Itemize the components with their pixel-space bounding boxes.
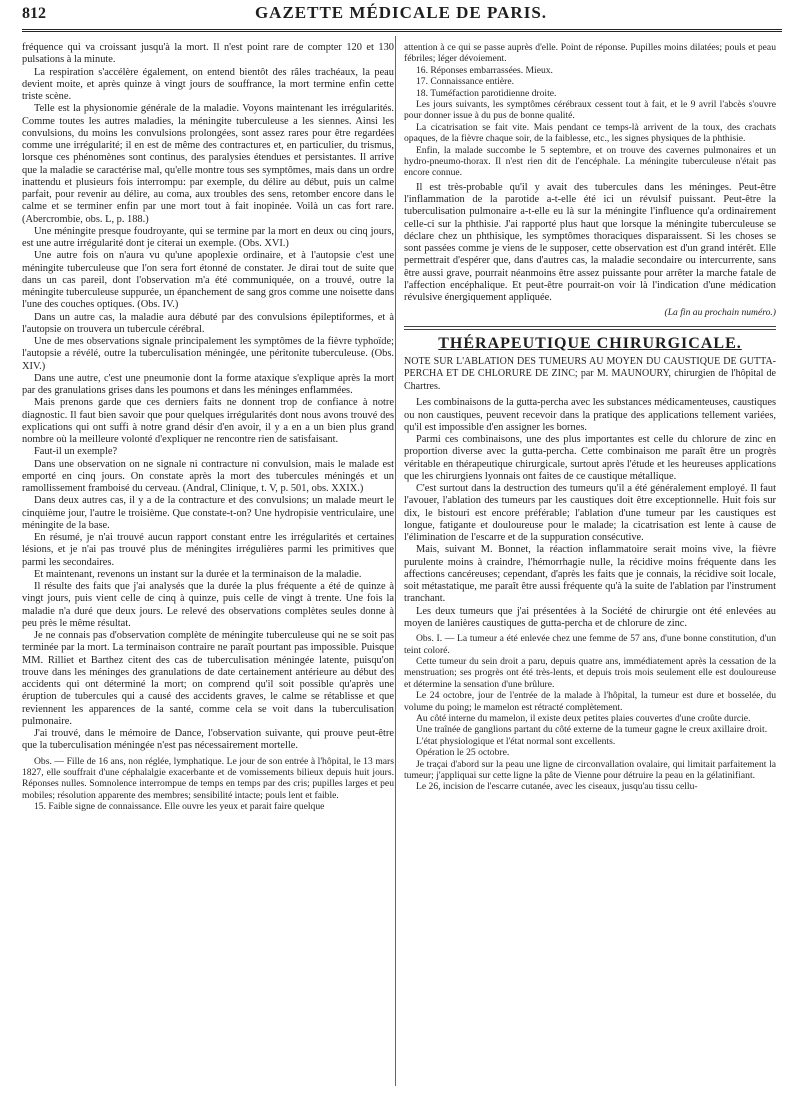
section-rule: [404, 326, 776, 327]
paragraph: Dans deux autres cas, il y a de la contracture et des convulsions; un malade meurt le cinquième jour, l'autre le troisième. Que constate-t-on? Une hydropisie ventriculaire, une méningite de la base.: [22, 495, 394, 531]
paragraph: Il est très-probable qu'il y avait des tubercules dans les méninges. Peut-être l'inflammation de la parotide a-t-elle été ici un révulsif puissant. Peut-être la tuberculisation pulmonaire a-t-elle eu là sur la méningite l'influence qu'a ordinairement celle-ci sur la phthisie. J'ai rapporté plus haut que lorsque la méningite tuberculeuse se déclare chez un phthisique, les symptômes thoraciques disparaissent. Si les choses se sont passées comme je viens de le supposer, cette observation est d'un grand intérêt. Elle permettrait d'espérer que, dans d'autres cas, la maladie secondaire ou intercurrente, sans être aussi grave, pourrait néanmoins être assez puissante pour arrêter la marche fatale de l'affection encéphalique. Et peut-être pourrait-on voir là l'indication d'une médication révulsive énergiquement appliquée.: [404, 181, 776, 304]
article-title: NOTE SUR L'ABLATION DES TUMEURS AU MOYEN DU CAUSTIQUE DE GUTTA-PERCHA ET DE CHLORURE DE ZINC; par M. MAUNOURY, chirurgien de l'hôpital de Chartres.: [404, 355, 776, 392]
header-rule-double: [22, 31, 782, 32]
observation-text: Cette tumeur du sein droit a paru, depuis quatre ans, immédiatement après la cessation de la menstruation; ses progrès ont été très-lents, et depuis trois mois seulement elle est douloureuse et détermine la sensation d'une brûlure.: [404, 655, 776, 690]
observation-text: Une traînée de ganglions partant du côté externe de la tumeur gagne le creux axillaire droit.: [416, 724, 768, 736]
paragraph: C'est surtout dans la destruction des tumeurs qu'il a été généralement employé. Il faut l'avouer, l'ablation des tumeurs par les caustiques doit être exceptionnelle. Huit fois sur dix, le bistouri est encore préférable; l'ablation d'une tumeur par les caustiques est longue, fatigante et douloureuse pour le malade; la cicatrisation est lente à cause de l'élimination de l'escarre et de la suppuration consécutive.: [404, 483, 776, 544]
section-title: THÉRAPEUTIQUE CHIRURGICALE.: [438, 334, 742, 352]
paragraph: Mais, suivant M. Bonnet, la réaction inflammatoire serait moins vive, la fièvre purulente moins à craindre, l'hémorrhagie nulle, la récidive moins fréquente dans les affections cancéreuses; cependant, d'après les faits que je connais, la récidive soit locale, soit métastatique, me paraît être aussi fréquente qu'à la suite de l'ablation par l'instrument tranchant.: [404, 544, 776, 605]
paragraph: Dans un autre cas, la maladie aura débuté par des convulsions épileptiformes, et à l'autopsie on trouvera un tubercule cérébral.: [22, 311, 394, 335]
paragraph: Faut-il un exemple?: [34, 446, 118, 458]
paragraph: J'ai trouvé, dans le mémoire de Dance, l'observation suivante, qui prouve peut-être que la tuberculisation méningée n'est pas nécessairement mortelle.: [22, 728, 394, 752]
observation-text: Je traçai d'abord sur la peau une ligne de circonvallation ovalaire, qui limitait parfaitement la tumeur; j'appliquai sur cette ligne la pâte de Vienne pour détruire la peau en la gélatinifiant.: [404, 758, 776, 781]
paragraph: Une autre fois on n'aura vu qu'une apoplexie ordinaire, et à l'autopsie c'est une méningite tuberculeuse que l'on sera fort étonné de constater. Je dirai tout de suite que dans un cas pareil, dont l'observation m'a été communiquée, on a trouvé, outre la méningite tuberculeuse suppurée, un épanchement de sang gros comme une noisette dans l'une des couches optiques. (Obs. IV.): [22, 250, 394, 311]
paragraph: Une de mes observations signale principalement les symptômes de la fièvre typhoïde; l'autopsie a révélé, outre la tuberculisation méningée, une péritonite tuberculeuse. (Obs. XIV.): [22, 336, 394, 372]
observation-text: Le 26, incision de l'escarre cutanée, avec les ciseaux, jusqu'au tissu cellu-: [416, 781, 698, 793]
section-rule-double: [404, 329, 776, 330]
paragraph: Dans une autre, c'est une pneumonie dont la forme ataxique s'explique après la mort par des granulations grises dans les poumons et dans les méninges enflammées.: [22, 372, 394, 396]
observation-text: 17. Connaissance entière.: [416, 76, 515, 88]
observation-text: Obs. I. — La tumeur a été enlevée chez une femme de 57 ans, d'une bonne constitution, d'un teint coloré.: [404, 633, 776, 656]
header-rule: [22, 29, 782, 30]
observation-text: Obs. — Fille de 16 ans, non réglée, lymphatique. Le jour de son entrée à l'hôpital, le 13 mars 1827, elle souffrait d'une céphalalgie exacerbante et de vomissements bilieux depuis huit jours. Réponses nulles. Somnolence interrompue de temps en temps par des cris; pupilles larges et peu mobiles; résolution apparente des membres; sensibilité intacte; pouls lent et faible.: [22, 755, 394, 801]
paragraph: Parmi ces combinaisons, une des plus importantes est celle du chlorure de zinc en proportion diverse avec la gutta-percha. Cette combinaison me paraît être un progrès véritable en thérapeutique chirurgicale, surtout après l'étude et les heureuses applications que les chirurgiens lyonnais ont faites de ce caustique métallique.: [404, 434, 776, 482]
continued-note: (La fin au prochain numéro.): [664, 307, 776, 319]
paragraph: Telle est la physionomie générale de la maladie. Voyons maintenant les irrégularités. Comme toutes les autres maladies, la méningite tuberculeuse a les siennes. Ainsi les convulsions, du moins les convulsions prolongées, sont assez rares pour être regardées comme une irrégularité; il en est de même des contractures et, en particulier, du trismus, lorsque ces phénomènes sont continus, des paralysies étendues et persistantes. Il arrive que la maladie se caractérise mal, qu'elle montre tous ses symptômes, mais dans un ordre inattendu et plusieurs fois interrompu: par exemple, du délire au début, puis un calme parfait, pour revenir au délire, au coma, aux troubles des sens, retomber encore dans le calme et se terminer enfin par une mort tout à fait inopinée. Voilà un cas fort rare. (Abercrombie, obs. L, p. 188.): [22, 103, 394, 225]
paragraph: Les deux tumeurs que j'ai présentées à la Société de chirurgie ont été enlevées au moyen de lanières caustiques de gutta-percha et de chlorure de zinc.: [404, 605, 776, 629]
observation-text: La cicatrisation se fait vite. Mais pendant ce temps-là arrivent de la toux, des crachats opaques, de la fièvre chaque soir, de la faiblesse, etc., les signes physiques de la phthisie.: [404, 121, 776, 145]
observation-text: Les jours suivants, les symptômes cérébraux cessent tout à fait, et le 9 avril l'abcès s'ouvre pour donner issue à du pus de bonne qualité.: [404, 99, 776, 122]
paragraph: Il résulte des faits que j'ai analysés que la durée la plus fréquente a été de quinze à vingt jours, puis vient celle de cinq à quinze, puis celle de vingt à trente. Une fois la maladie n'a duré que deux jours. Le relevé des observations complètes seules donne à peu près le même résultat.: [22, 581, 394, 629]
observation-text: attention à ce qui se passe auprès d'elle. Point de réponse. Pupilles moins dilatées; pouls et peau fébriles; léger dévoiement.: [404, 42, 776, 65]
left-column: [22, 42, 394, 813]
paragraph: Les combinaisons de la gutta-percha avec les substances médicamenteuses, caustiques ou non caustiques, peuvent recevoir dans la pratique des applications tellement variées, qu'il est impossible d'en assigner les bornes.: [404, 397, 776, 433]
observation-text: Au côté interne du mamelon, il existe deux petites plaies couvertes d'une croûte durcie.: [416, 712, 751, 724]
observation-text: Enfin, la malade succombe le 5 septembre, et on trouve des cavernes pulmonaires et un hydro-pneumo-thorax. Il n'est rien dit de l'encéphale. La méningite tuberculeuse n'était pas encore connue.: [404, 144, 776, 179]
column-divider: [395, 36, 396, 1086]
observation-text: 18. Tuméfaction parotidienne droite.: [416, 87, 557, 99]
observation-text: 15. Faible signe de connaissance. Elle ouvre les yeux et parait faire quelque: [34, 801, 325, 813]
right-column: [404, 42, 776, 793]
paragraph: Je ne connais pas d'observation complète de méningite tuberculeuse qui ne se soit pas terminée par la mort. La terminaison contraire ne paraît pourtant pas impossible. Puisque MM. Rilliet et Barthez citent des cas de tuberculisation méningée latente, puisqu'on trouve dans les méninges des granulations de date certainement antérieure au début des accidents qui ont déterminé la mort; on comprend qu'il soit possible qu'après une éruption de tubercules qui a causé des accidents graves, le calme se rétablisse et que reviennent les apparences de la santé, comme cela se voit dans la tuberculisation pulmonaire.: [22, 630, 394, 727]
observation-text: Le 24 octobre, jour de l'entrée de la malade à l'hôpital, la tumeur est dure et bosselée, du volume du poing; le mamelon est rétracté complètement.: [404, 690, 776, 713]
observation-text: L'état physiologique et l'état normal sont excellents.: [416, 735, 616, 747]
paragraph: Dans une observation on ne signale ni contracture ni convulsion, mais le malade est emporté en cinq jours. On constate après la mort des tubercules méningés et un ramollissement framboisé du cerveau. (Andral, Clinique, t. V, p. 501, obs. XXIX.): [22, 458, 394, 494]
paragraph: La respiration s'accélère également, on entend bientôt des râles trachéaux, la peau devient moite, et après quinze à vingt jours de souffrance, la mort termine enfin cette triste scène.: [22, 66, 394, 102]
paragraph: fréquence qui va croissant jusqu'à la mort. Il n'est point rare de compter 120 et 130 pulsations à la minute.: [22, 42, 394, 66]
paragraph: Mais prenons garde que ces derniers faits ne donnent trop de confiance à notre diagnostic. Il faut bien savoir que pour quelques irrégularités dont nous avons trouvé des explications qui ont suffi à notre grand désir d'en avoir, il y a en a un bien plus grand nombre où la meilleure volonté d'expliquer ne rencontre rien de satisfaisant.: [22, 397, 394, 445]
journal-title: GAZETTE MÉDICALE DE PARIS.: [254, 3, 548, 22]
paragraph: En résumé, je n'ai trouvé aucun rapport constant entre les irrégularités et certaines lésions, et je n'ai pas trouvé plus de méningites irrégulières parmi les primitives que parmi les secondaires.: [22, 532, 394, 568]
paragraph: Et maintenant, revenons un instant sur la durée et la terminaison de la maladie.: [34, 568, 362, 580]
paragraph: Une méningite presque foudroyante, qui se termine par la mort en deux ou cinq jours, est une autre irrégularité dont je citerai un exemple. (Obs. XVI.): [22, 225, 394, 249]
observation-text: Opération le 25 octobre.: [416, 747, 510, 759]
observation-text: 16. Réponses embarrassées. Mieux.: [416, 64, 553, 76]
page-number: 812: [22, 5, 46, 22]
